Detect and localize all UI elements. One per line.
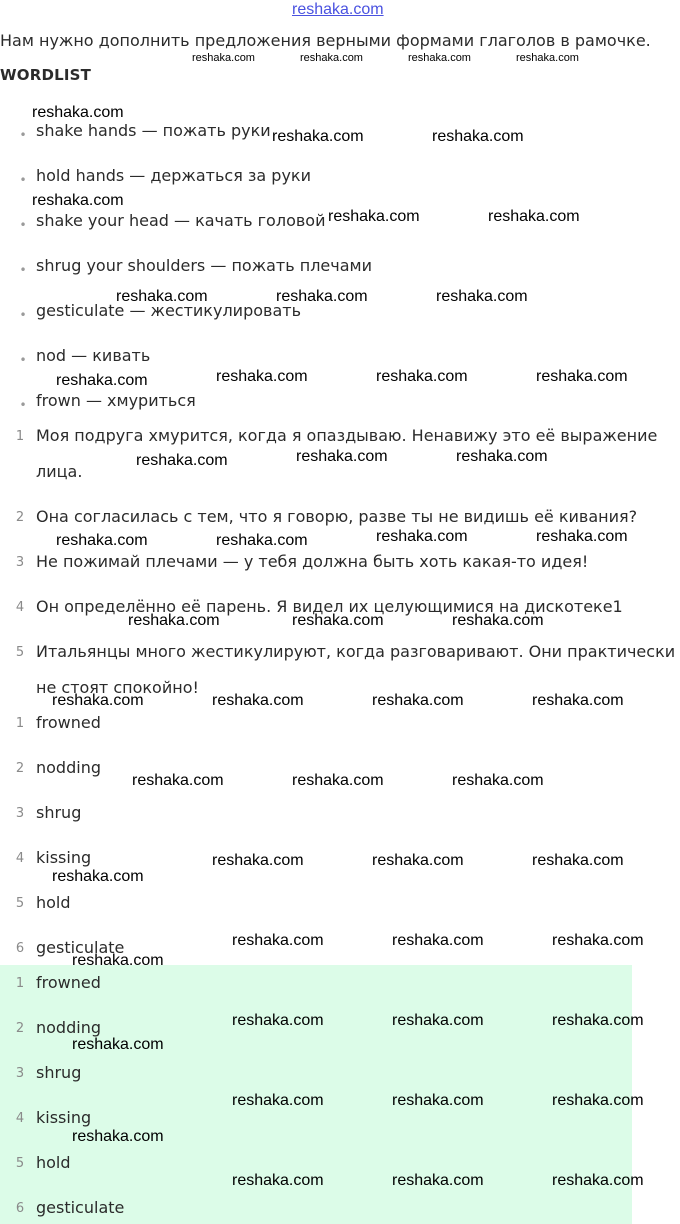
watermark: reshaka.com bbox=[436, 288, 528, 305]
watermark: reshaka.com bbox=[392, 1092, 484, 1109]
watermark: reshaka.com bbox=[300, 52, 363, 64]
watermark: reshaka.com bbox=[532, 692, 624, 709]
watermark: reshaka.com bbox=[408, 52, 471, 64]
watermark: reshaka.com bbox=[376, 368, 468, 385]
watermark: reshaka.com bbox=[232, 1172, 324, 1189]
wordlist-heading: WORDLIST bbox=[0, 66, 92, 84]
watermark: reshaka.com bbox=[276, 288, 368, 305]
watermark: reshaka.com bbox=[72, 952, 164, 969]
watermark: reshaka.com bbox=[456, 448, 548, 465]
item-number: 3 bbox=[15, 555, 25, 570]
bullet-icon: • bbox=[19, 398, 27, 412]
watermark: reshaka.com bbox=[32, 104, 124, 121]
item-number: 1 bbox=[15, 716, 25, 731]
watermark: reshaka.com bbox=[452, 612, 544, 629]
watermark: reshaka.com bbox=[452, 772, 544, 789]
watermark: reshaka.com bbox=[56, 532, 148, 549]
watermark: reshaka.com bbox=[552, 1092, 644, 1109]
watermark: reshaka.com bbox=[52, 868, 144, 885]
item-number: 6 bbox=[15, 941, 25, 956]
watermark: reshaka.com bbox=[132, 772, 224, 789]
item-number: 5 bbox=[15, 896, 25, 911]
watermark: reshaka.com bbox=[552, 1172, 644, 1189]
watermark: reshaka.com bbox=[536, 368, 628, 385]
watermark: reshaka.com bbox=[216, 532, 308, 549]
watermark: reshaka.com bbox=[212, 852, 304, 869]
item-number: 4 bbox=[15, 600, 25, 615]
intro-text: Нам нужно дополнить предложения верными формами глаголов в рамочке. bbox=[0, 31, 651, 50]
item-number: 2 bbox=[15, 510, 25, 525]
item-number: 4 bbox=[15, 1111, 25, 1126]
watermark: reshaka.com bbox=[292, 612, 384, 629]
bullet-icon: • bbox=[19, 128, 27, 142]
watermark: reshaka.com bbox=[392, 1172, 484, 1189]
item-number: 3 bbox=[15, 806, 25, 821]
watermark: reshaka.com bbox=[232, 1012, 324, 1029]
site-link[interactable]: reshaka.com bbox=[292, 1, 384, 18]
watermark: reshaka.com bbox=[128, 612, 220, 629]
watermark: reshaka.com bbox=[392, 932, 484, 949]
watermark: reshaka.com bbox=[56, 372, 148, 389]
watermark: reshaka.com bbox=[372, 692, 464, 709]
watermark: reshaka.com bbox=[232, 932, 324, 949]
watermark: reshaka.com bbox=[232, 1092, 324, 1109]
bullet-icon: • bbox=[19, 308, 27, 322]
watermark: reshaka.com bbox=[372, 852, 464, 869]
item-number: 1 bbox=[15, 429, 25, 444]
watermark: reshaka.com bbox=[136, 452, 228, 469]
watermark: reshaka.com bbox=[116, 288, 208, 305]
watermark: reshaka.com bbox=[552, 1012, 644, 1029]
watermark: reshaka.com bbox=[272, 128, 364, 145]
watermark: reshaka.com bbox=[376, 528, 468, 545]
watermark: reshaka.com bbox=[532, 852, 624, 869]
watermark: reshaka.com bbox=[72, 1128, 164, 1145]
item-number: 1 bbox=[15, 976, 25, 991]
item-number: 5 bbox=[15, 645, 25, 660]
item-number: 4 bbox=[15, 851, 25, 866]
watermark: reshaka.com bbox=[536, 528, 628, 545]
watermark: reshaka.com bbox=[216, 368, 308, 385]
watermark: reshaka.com bbox=[328, 208, 420, 225]
bullet-icon: • bbox=[19, 218, 27, 232]
bullet-icon: • bbox=[19, 173, 27, 187]
item-number: 2 bbox=[15, 1021, 25, 1036]
watermark: reshaka.com bbox=[212, 692, 304, 709]
watermark: reshaka.com bbox=[72, 1036, 164, 1053]
watermark: reshaka.com bbox=[552, 932, 644, 949]
bullet-icon: • bbox=[19, 353, 27, 367]
watermark: reshaka.com bbox=[32, 192, 124, 209]
watermark: reshaka.com bbox=[516, 52, 579, 64]
item-number: 5 bbox=[15, 1156, 25, 1171]
watermark: reshaka.com bbox=[52, 692, 144, 709]
item-number: 6 bbox=[15, 1201, 25, 1216]
watermark: reshaka.com bbox=[392, 1012, 484, 1029]
item-number: 2 bbox=[15, 761, 25, 776]
watermark: reshaka.com bbox=[292, 772, 384, 789]
watermark: reshaka.com bbox=[432, 128, 524, 145]
item-number: 3 bbox=[15, 1066, 25, 1081]
watermark: reshaka.com bbox=[296, 448, 388, 465]
watermark: reshaka.com bbox=[192, 52, 255, 64]
bullet-icon: • bbox=[19, 263, 27, 277]
watermark: reshaka.com bbox=[488, 208, 580, 225]
